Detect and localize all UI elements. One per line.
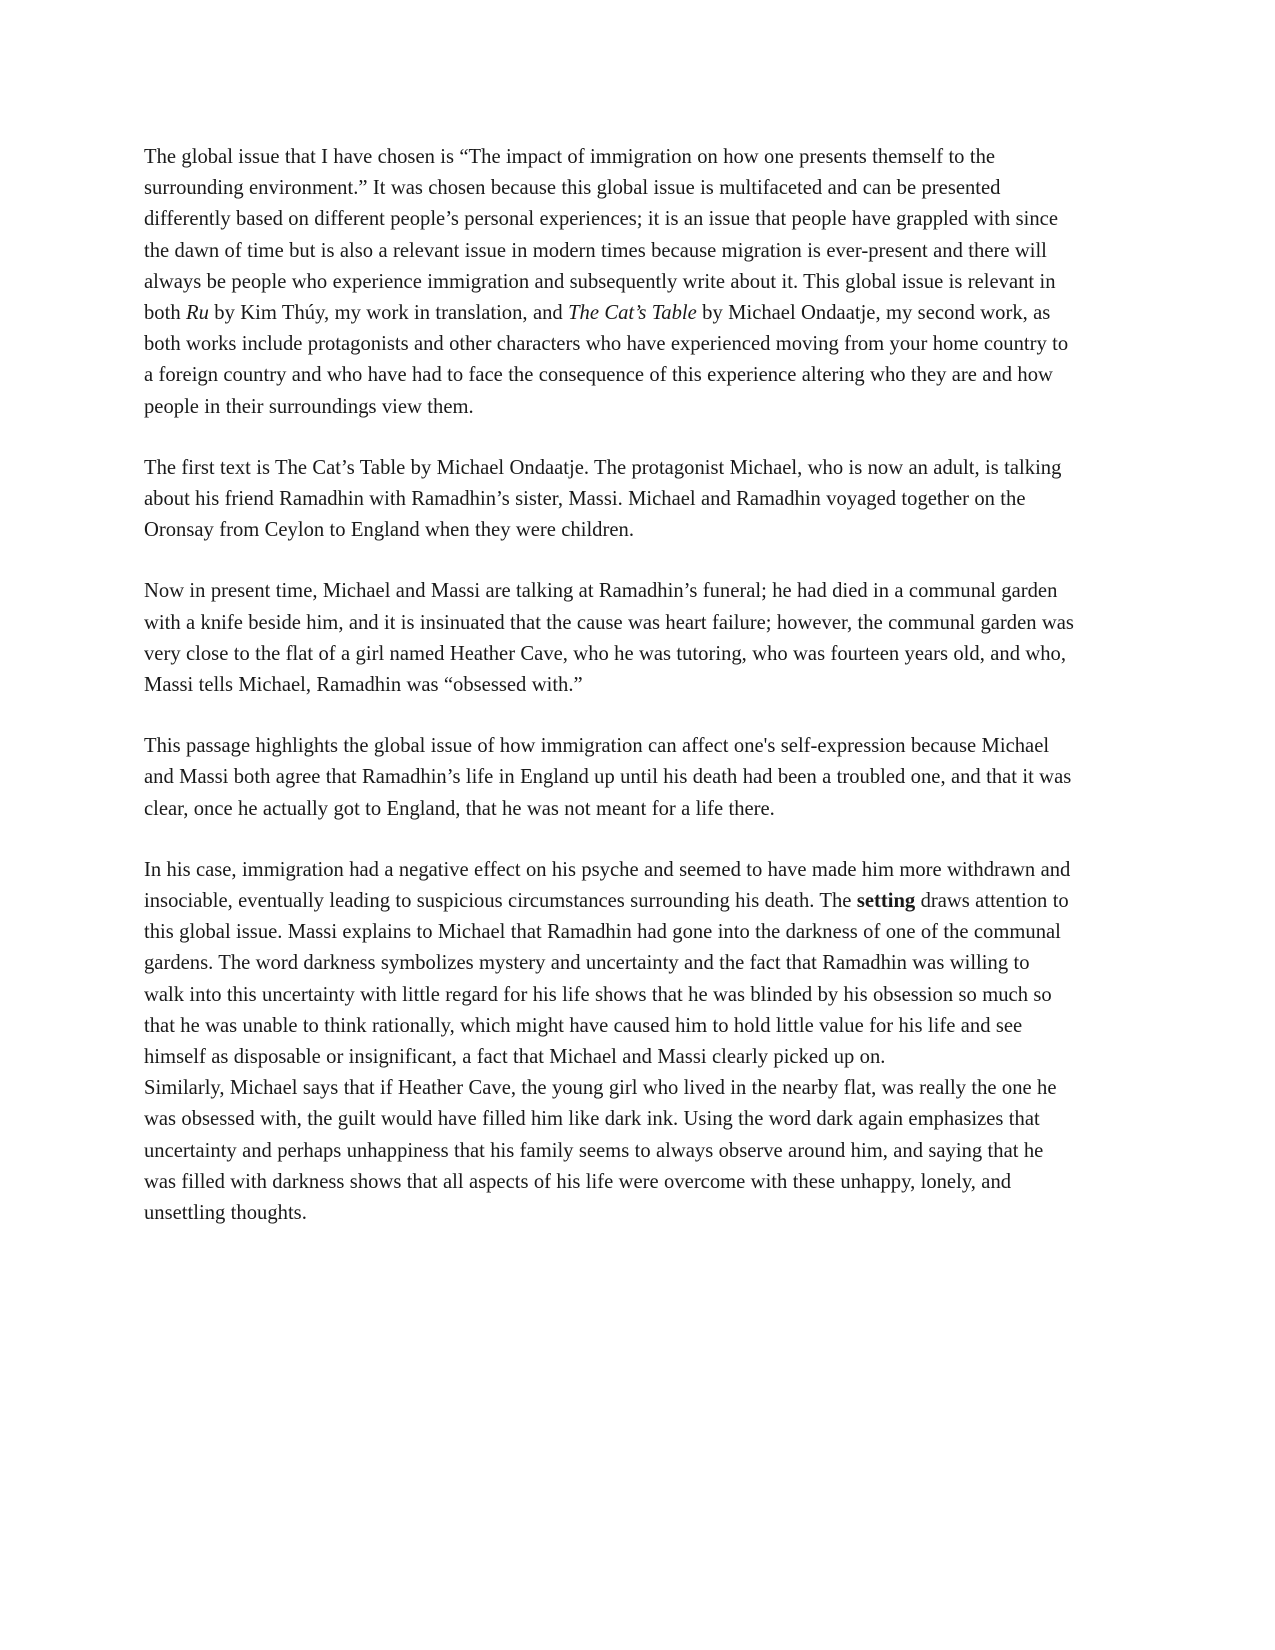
text-run: Similarly, Michael says that if Heather Cave, the young girl who lived in the nearby flat, was really the one he was obsessed with, the guilt would have filled him like dark ink. Using the word dark again emphasizes that uncertainty and perhaps unhappiness that his family seems to always observe around him, and saying that he was filled with darkness shows that all aspects of his life were overcome with these unhappy, lonely, and unsettling thoughts. bbox=[144, 1077, 1057, 1225]
text-run: The first text is The Cat’s Table by Michael Ondaatje. The protagonist Michael, who is now an adult, is talking about his friend Ramadhin with Ramadhin’s sister, Massi. Michael and Ramadhin voyaged together on the Oronsay from Ceylon to England when they were children. bbox=[144, 456, 1062, 542]
text-run: draws attention to this global issue. Massi explains to Michael that Ramadhin had gone into the darkness of one of the communal gardens. The word darkness symbolizes mystery and uncertainty and the fact that Ramadhin was willing to walk into this uncertainty with little regard for his life shows that he was blinded by his obsession so much so that he was unable to think rationally, which might have caused him to hold little value for his life and see himself as disposable or insignificant, a fact that Michael and Massi clearly picked up on. bbox=[144, 890, 1069, 1069]
bold-emphasis-run: setting bbox=[856, 890, 916, 913]
italic-title-run: Ru bbox=[186, 302, 209, 325]
text-run: by Michael Ondaatje, my second work, as both works include protagonists and other characters who have experienced moving from your home country to a foreign country and who have had to face the consequence of this experience altering who they are and how people in their surroundings view them. bbox=[144, 302, 1069, 418]
italic-title-run: The Cat’s Table bbox=[568, 302, 697, 325]
paragraph bbox=[144, 576, 1074, 701]
paragraph bbox=[144, 731, 1074, 825]
text-run: Now in present time, Michael and Massi are talking at Ramadhin’s funeral; he had died in a communal garden with a knife beside him, and it is insinuated that the cause was heart failure; however, the communal garden was very close to the flat of a girl named Heather Cave, who he was tutoring, who was fourteen years old, and who, Massi tells Michael, Ramadhin was “obsessed with.” bbox=[144, 580, 1074, 697]
text-run: This passage highlights the global issue of how immigration can affect one's self-expression because Michael and Massi both agree that Ramadhin’s life in England up until his death had been a troubled one, and that it was clear, once he actually got to England, that he was not meant for a life there. bbox=[144, 735, 1072, 820]
text-run: by Kim Thúy, my work in translation, and bbox=[208, 302, 569, 325]
paragraph bbox=[144, 855, 1074, 1229]
paragraph bbox=[144, 453, 1074, 547]
text-run: The global issue that I have chosen is “The impact of immigration on how one presents themself to the surrounding environment.” It was chosen because this global issue is multifaceted and can be presented differently based on different people’s personal experiences; it is an issue that people have grappled with since the dawn of time but is also a relevant issue in modern times because migration is ever-present and there will always be people who experience immigration and subsequently write about it. This global issue is relevant in both bbox=[144, 146, 1058, 325]
paragraph bbox=[144, 142, 1074, 423]
document-text-body bbox=[144, 142, 1074, 1229]
text-run: In his case, immigration had a negative effect on his psyche and seemed to have made him more withdrawn and insociable, eventually leading to suspicious circumstances surrounding his death. The bbox=[144, 858, 1071, 913]
